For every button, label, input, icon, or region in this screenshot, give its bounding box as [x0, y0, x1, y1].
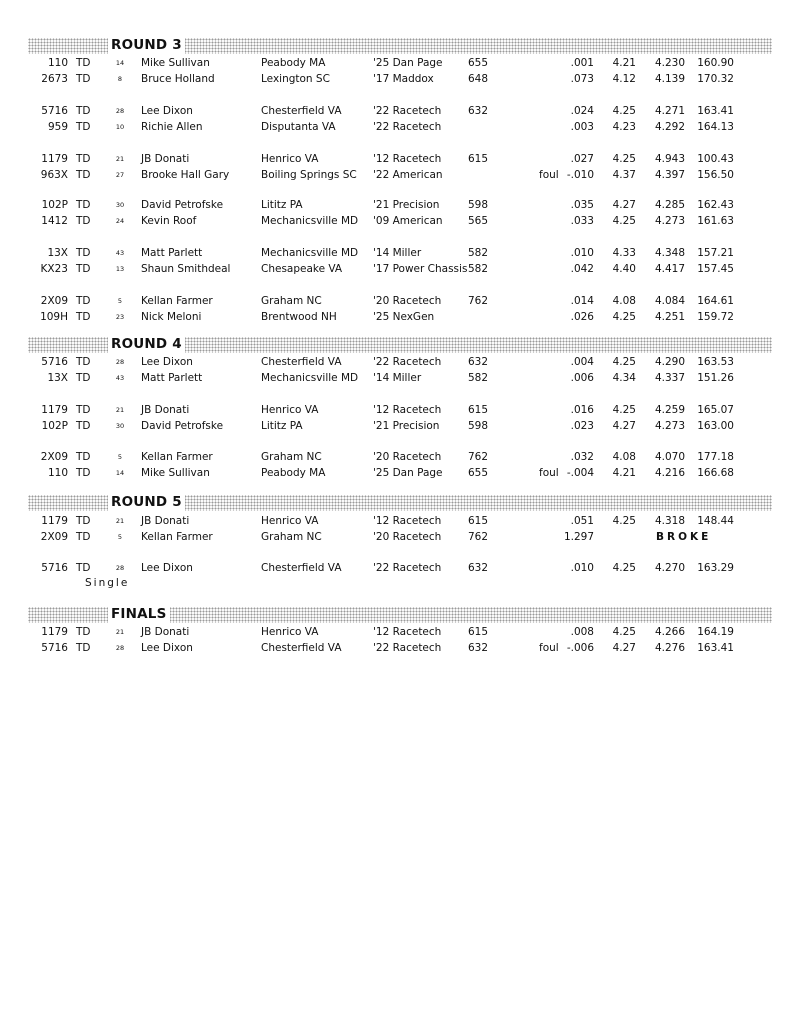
speed-mph: 164.61: [697, 295, 734, 307]
vehicle: '14 Miller: [373, 372, 422, 384]
class-label: TD: [76, 531, 91, 543]
hometown: Disputanta VA: [261, 121, 336, 133]
reaction-time: .035: [570, 199, 594, 211]
speed-mph: 163.41: [697, 642, 734, 654]
elapsed-time: 4.290: [654, 356, 685, 368]
class-label: TD: [76, 562, 91, 574]
hometown: Mechanicsville MD: [261, 215, 359, 227]
result-row: [0, 120, 794, 135]
sixty-foot-time: 4.25: [612, 515, 636, 527]
speed-mph: 170.32: [697, 73, 734, 85]
lane-number: 28: [115, 564, 125, 572]
engine-size: 648: [468, 73, 489, 85]
hometown: Chesterfield VA: [261, 356, 342, 368]
car-number: 2X09: [40, 295, 68, 307]
elapsed-time: 4.270: [654, 562, 685, 574]
lane-number: 14: [115, 469, 125, 477]
driver-name: Kellan Farmer: [141, 295, 213, 307]
car-number: 110: [47, 467, 68, 479]
hometown: Mechanicsville MD: [261, 372, 359, 384]
reaction-time: .026: [570, 311, 594, 323]
speed-mph: 164.13: [697, 121, 734, 133]
lane-number: 5: [117, 297, 123, 305]
engine-size: 632: [468, 562, 489, 574]
vehicle: '22 American: [373, 169, 443, 181]
result-row: [0, 152, 794, 167]
section-header-bar: [28, 495, 772, 511]
speed-mph: 163.29: [697, 562, 734, 574]
sixty-foot-time: 4.25: [612, 153, 636, 165]
car-number: 5716: [41, 105, 68, 117]
reaction-time: .006: [570, 372, 594, 384]
reaction-time: .073: [570, 73, 594, 85]
lane-number: 30: [115, 422, 125, 430]
elapsed-time: 4.216: [654, 467, 685, 479]
elapsed-time: 4.273: [654, 215, 685, 227]
lane-number: 5: [117, 533, 123, 541]
engine-size: 615: [468, 153, 489, 165]
speed-mph: 177.18: [697, 451, 734, 463]
vehicle: '12 Racetech: [373, 404, 442, 416]
reaction-time: .010: [570, 562, 594, 574]
reaction-time: -.004: [566, 467, 594, 479]
hometown: Brentwood NH: [261, 311, 337, 323]
vehicle: '22 Racetech: [373, 562, 442, 574]
section-title: ROUND 4: [108, 336, 185, 353]
hometown: Graham NC: [261, 295, 322, 307]
reaction-time: .051: [570, 515, 594, 527]
vehicle: '21 Precision: [373, 420, 440, 432]
elapsed-time: 4.273: [654, 420, 685, 432]
driver-name: Kellan Farmer: [141, 531, 213, 543]
result-row: [0, 371, 794, 386]
car-number: 1179: [41, 404, 68, 416]
driver-name: Shaun Smithdeal: [141, 263, 231, 275]
lane-number: 43: [115, 249, 125, 257]
engine-size: 582: [468, 372, 489, 384]
broke-label: BROKE: [656, 531, 712, 543]
speed-mph: 157.21: [697, 247, 734, 259]
hometown: Chesterfield VA: [261, 105, 342, 117]
vehicle: '20 Racetech: [373, 531, 442, 543]
engine-size: 762: [468, 531, 489, 543]
speed-mph: 165.07: [697, 404, 734, 416]
lane-number: 28: [115, 358, 125, 366]
result-row: [0, 72, 794, 87]
class-label: TD: [76, 263, 91, 275]
result-row: [0, 168, 794, 183]
result-row: [0, 214, 794, 229]
lane-number: 21: [115, 517, 125, 525]
hometown: Mechanicsville MD: [261, 247, 359, 259]
vehicle: '17 Power Chassis: [373, 263, 468, 275]
hometown: Graham NC: [261, 531, 322, 543]
speed-mph: 163.41: [697, 105, 734, 117]
sixty-foot-time: 4.21: [612, 467, 636, 479]
elapsed-time: 4.271: [654, 105, 685, 117]
vehicle: '21 Precision: [373, 199, 440, 211]
hometown: Henrico VA: [261, 404, 319, 416]
lane-number: 24: [115, 217, 125, 225]
speed-mph: 148.44: [697, 515, 734, 527]
sixty-foot-time: 4.40: [612, 263, 636, 275]
driver-name: David Petrofske: [141, 420, 224, 432]
class-label: TD: [76, 404, 91, 416]
driver-name: Lee Dixon: [141, 642, 193, 654]
vehicle: '17 Maddox: [373, 73, 434, 85]
reaction-time: -.006: [566, 642, 594, 654]
class-label: TD: [76, 73, 91, 85]
hometown: Lititz PA: [261, 420, 303, 432]
reaction-time: .024: [570, 105, 594, 117]
lane-number: 28: [115, 107, 125, 115]
car-number: 959: [47, 121, 68, 133]
lane-number: 21: [115, 406, 125, 414]
car-number: 1179: [41, 515, 68, 527]
sixty-foot-time: 4.25: [612, 562, 636, 574]
class-label: TD: [76, 121, 91, 133]
class-label: TD: [76, 642, 91, 654]
car-number: KX23: [40, 263, 68, 275]
lane-number: 21: [115, 628, 125, 636]
elapsed-time: 4.285: [654, 199, 685, 211]
sixty-foot-time: 4.25: [612, 215, 636, 227]
speed-mph: 100.43: [697, 153, 734, 165]
elapsed-time: 4.259: [654, 404, 685, 416]
car-number: 109H: [40, 311, 68, 323]
result-row: [0, 419, 794, 434]
result-row: [0, 514, 794, 529]
driver-name: Lee Dixon: [141, 562, 193, 574]
class-label: TD: [76, 199, 91, 211]
hometown: Henrico VA: [261, 153, 319, 165]
elapsed-time: 4.266: [654, 626, 685, 638]
foul-label: foul: [539, 467, 559, 479]
engine-size: 615: [468, 515, 489, 527]
hometown: Graham NC: [261, 451, 322, 463]
driver-name: Kevin Roof: [141, 215, 197, 227]
sixty-foot-time: 4.33: [612, 247, 636, 259]
section-header-bar: [28, 607, 772, 623]
engine-size: 582: [468, 247, 489, 259]
class-label: TD: [76, 153, 91, 165]
car-number: 102P: [41, 420, 68, 432]
speed-mph: 151.26: [697, 372, 734, 384]
reaction-time: .032: [570, 451, 594, 463]
reaction-time: .027: [570, 153, 594, 165]
sixty-foot-time: 4.12: [612, 73, 636, 85]
hometown: Chesapeake VA: [261, 263, 343, 275]
lane-number: 27: [115, 171, 125, 179]
lane-number: 28: [115, 644, 125, 652]
car-number: 2X09: [40, 451, 68, 463]
elapsed-time: 4.397: [654, 169, 685, 181]
vehicle: '12 Racetech: [373, 153, 442, 165]
class-label: TD: [76, 311, 91, 323]
reaction-time: .023: [570, 420, 594, 432]
elapsed-time: 4.230: [654, 57, 685, 69]
car-number: 1179: [41, 153, 68, 165]
car-number: 963X: [40, 169, 68, 181]
class-label: TD: [76, 467, 91, 479]
driver-name: Mike Sullivan: [141, 467, 210, 479]
elapsed-time: 4.070: [654, 451, 685, 463]
driver-name: Lee Dixon: [141, 105, 193, 117]
class-label: TD: [76, 247, 91, 259]
speed-mph: 159.72: [697, 311, 734, 323]
engine-size: 565: [468, 215, 489, 227]
sixty-foot-time: 4.27: [612, 420, 636, 432]
speed-mph: 161.63: [697, 215, 734, 227]
lane-number: 10: [115, 123, 125, 131]
sixty-foot-time: 4.08: [612, 295, 636, 307]
elapsed-time: 4.417: [654, 263, 685, 275]
hometown: Henrico VA: [261, 626, 319, 638]
result-row: [0, 294, 794, 309]
result-row: [0, 104, 794, 119]
elapsed-time: 4.084: [654, 295, 685, 307]
lane-number: 14: [115, 59, 125, 67]
lane-number: 43: [115, 374, 125, 382]
car-number: 13X: [47, 372, 68, 384]
elapsed-time: 4.276: [654, 642, 685, 654]
sixty-foot-time: 4.27: [612, 642, 636, 654]
class-label: TD: [76, 57, 91, 69]
class-label: TD: [76, 215, 91, 227]
reaction-time: .004: [570, 356, 594, 368]
engine-size: 632: [468, 105, 489, 117]
car-number: 5716: [41, 562, 68, 574]
result-row: [0, 355, 794, 370]
elapsed-time: 4.337: [654, 372, 685, 384]
driver-name: Bruce Holland: [141, 73, 215, 85]
result-row: [0, 56, 794, 71]
vehicle: '20 Racetech: [373, 295, 442, 307]
hometown: Lititz PA: [261, 199, 303, 211]
sixty-foot-time: 4.25: [612, 356, 636, 368]
car-number: 1179: [41, 626, 68, 638]
reaction-time: .001: [570, 57, 594, 69]
sixty-foot-time: 4.25: [612, 626, 636, 638]
engine-size: 762: [468, 295, 489, 307]
reaction-time: .010: [570, 247, 594, 259]
section-header-bar: [28, 337, 772, 353]
driver-name: Nick Meloni: [141, 311, 202, 323]
speed-mph: 156.50: [697, 169, 734, 181]
sixty-foot-time: 4.37: [612, 169, 636, 181]
lane-number: 5: [117, 453, 123, 461]
hometown: Henrico VA: [261, 515, 319, 527]
vehicle: '22 Racetech: [373, 121, 442, 133]
speed-mph: 162.43: [697, 199, 734, 211]
car-number: 5716: [41, 356, 68, 368]
hometown: Chesterfield VA: [261, 562, 342, 574]
speed-mph: 163.00: [697, 420, 734, 432]
elapsed-time: 4.943: [654, 153, 685, 165]
sixty-foot-time: 4.27: [612, 199, 636, 211]
result-row: [0, 530, 794, 545]
speed-mph: 163.53: [697, 356, 734, 368]
section-header-bar: [28, 38, 772, 54]
engine-size: 598: [468, 199, 489, 211]
vehicle: '12 Racetech: [373, 626, 442, 638]
driver-name: Lee Dixon: [141, 356, 193, 368]
lane-number: 21: [115, 155, 125, 163]
reaction-time: .042: [570, 263, 594, 275]
sixty-foot-time: 4.23: [612, 121, 636, 133]
car-number: 2673: [41, 73, 68, 85]
lane-number: 30: [115, 201, 125, 209]
car-number: 13X: [47, 247, 68, 259]
reaction-time: .016: [570, 404, 594, 416]
result-row: [0, 561, 794, 576]
class-label: TD: [76, 626, 91, 638]
hometown: Peabody MA: [261, 57, 326, 69]
sixty-foot-time: 4.34: [612, 372, 636, 384]
vehicle: '25 NexGen: [373, 311, 435, 323]
hometown: Lexington SC: [261, 73, 330, 85]
driver-name: Matt Parlett: [141, 247, 203, 259]
hometown: Boiling Springs SC: [261, 169, 357, 181]
driver-name: JB Donati: [141, 404, 190, 416]
vehicle: '22 Racetech: [373, 105, 442, 117]
driver-name: JB Donati: [141, 153, 190, 165]
class-label: TD: [76, 451, 91, 463]
sixty-foot-time: 4.25: [612, 311, 636, 323]
result-row: [0, 641, 794, 656]
class-label: TD: [76, 105, 91, 117]
engine-size: 615: [468, 626, 489, 638]
reaction-time: .033: [570, 215, 594, 227]
section-title: ROUND 3: [108, 37, 185, 54]
engine-size: 598: [468, 420, 489, 432]
engine-size: 615: [468, 404, 489, 416]
sixty-foot-time: 4.08: [612, 451, 636, 463]
reaction-time: .003: [570, 121, 594, 133]
hometown: Chesterfield VA: [261, 642, 342, 654]
elapsed-time: 4.348: [654, 247, 685, 259]
section-title: ROUND 5: [108, 494, 185, 511]
driver-name: Brooke Hall Gary: [141, 169, 230, 181]
vehicle: '22 Racetech: [373, 356, 442, 368]
driver-name: JB Donati: [141, 515, 190, 527]
vehicle: '12 Racetech: [373, 515, 442, 527]
vehicle: '09 American: [373, 215, 443, 227]
speed-mph: 157.45: [697, 263, 734, 275]
engine-size: 632: [468, 642, 489, 654]
sixty-foot-time: 4.25: [612, 105, 636, 117]
sixty-foot-time: 4.25: [612, 404, 636, 416]
result-row: [0, 310, 794, 325]
reaction-time: .014: [570, 295, 594, 307]
section-title: FINALS: [108, 606, 170, 623]
driver-name: Richie Allen: [141, 121, 203, 133]
class-label: TD: [76, 295, 91, 307]
driver-name: David Petrofske: [141, 199, 224, 211]
result-row: [0, 262, 794, 277]
class-label: TD: [76, 169, 91, 181]
elapsed-time: 4.292: [654, 121, 685, 133]
foul-label: foul: [539, 169, 559, 181]
vehicle: '22 Racetech: [373, 642, 442, 654]
engine-size: 582: [468, 263, 489, 275]
driver-name: Kellan Farmer: [141, 451, 213, 463]
driver-name: JB Donati: [141, 626, 190, 638]
engine-size: 655: [468, 467, 489, 479]
reaction-time: .008: [570, 626, 594, 638]
class-label: TD: [76, 372, 91, 384]
elapsed-time: 4.139: [654, 73, 685, 85]
class-label: TD: [76, 515, 91, 527]
speed-mph: 164.19: [697, 626, 734, 638]
car-number: 1412: [41, 215, 68, 227]
class-label: TD: [76, 420, 91, 432]
driver-name: Matt Parlett: [141, 372, 203, 384]
elapsed-time: 4.251: [654, 311, 685, 323]
result-row: [0, 246, 794, 261]
sixty-foot-time: 4.21: [612, 57, 636, 69]
driver-name: Mike Sullivan: [141, 57, 210, 69]
result-row: [0, 198, 794, 213]
engine-size: 632: [468, 356, 489, 368]
reaction-time: 1.297: [563, 531, 594, 543]
lane-number: 13: [115, 265, 125, 273]
result-row: [0, 450, 794, 465]
car-number: 110: [47, 57, 68, 69]
lane-number: 23: [115, 313, 125, 321]
reaction-time: -.010: [566, 169, 594, 181]
single-note: Single: [85, 577, 130, 589]
elapsed-time: 4.318: [654, 515, 685, 527]
vehicle: '14 Miller: [373, 247, 422, 259]
engine-size: 655: [468, 57, 489, 69]
foul-label: foul: [539, 642, 559, 654]
speed-mph: 166.68: [697, 467, 734, 479]
vehicle: '25 Dan Page: [373, 467, 443, 479]
speed-mph: 160.90: [697, 57, 734, 69]
vehicle: '20 Racetech: [373, 451, 442, 463]
result-row: [0, 403, 794, 418]
car-number: 102P: [41, 199, 68, 211]
engine-size: 762: [468, 451, 489, 463]
class-label: TD: [76, 356, 91, 368]
car-number: 2X09: [40, 531, 68, 543]
car-number: 5716: [41, 642, 68, 654]
hometown: Peabody MA: [261, 467, 326, 479]
vehicle: '25 Dan Page: [373, 57, 443, 69]
lane-number: 8: [117, 75, 123, 83]
result-row: [0, 625, 794, 640]
result-row: [0, 466, 794, 481]
